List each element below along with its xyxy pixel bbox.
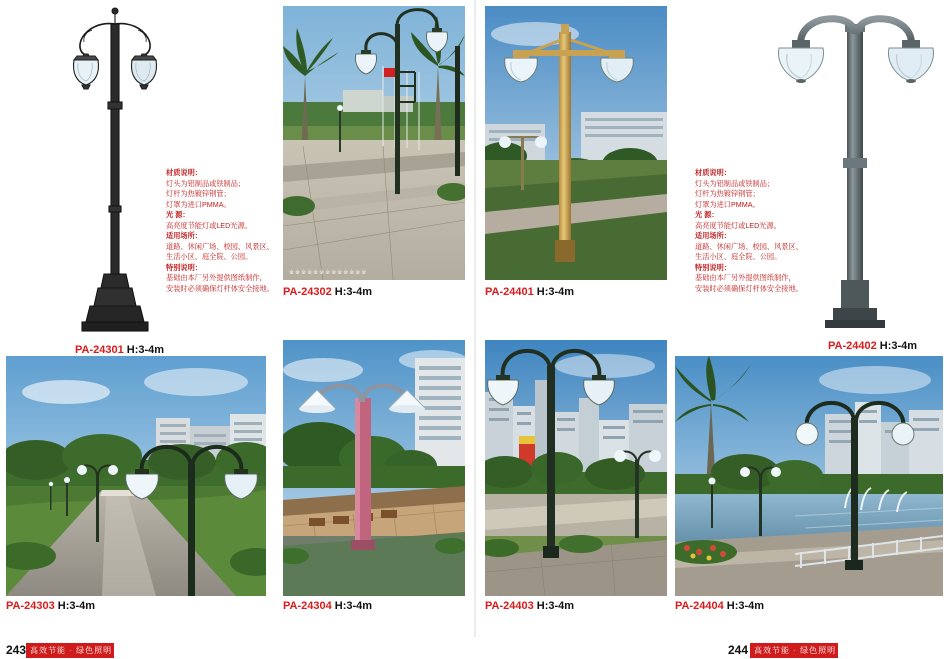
product-code: PA-24403 [485,600,534,612]
product-height: H:3-4m [334,600,373,612]
product-drawing-pa-24402 [775,8,935,338]
caption-pa-24404 [675,600,764,612]
spec-line: 特别说明： [695,262,731,272]
product-height: H:3-4m [57,600,96,612]
spec-line: 安装时必须确保灯杆体安全接地。 [695,283,803,293]
product-code: PA-24303 [6,600,55,612]
product-code: PA-24404 [675,600,724,612]
spec-line: 基础由本厂另外提供图纸制作， [166,273,267,282]
product-height: H:3-4m [879,340,918,352]
caption-pa-24403 [485,600,574,612]
product-height: H:3-4m [536,286,575,298]
spec-line: 道路、休闲广场、校园、风景区、 [695,241,803,251]
photo-watermark: ※※※※※※※※※※※※※ [289,270,368,276]
product-photo-pa-24401 [485,6,667,280]
spec-line: 高亮度节能灯或LED光源。 [166,220,252,230]
caption-pa-24301 [75,344,164,356]
product-photo-pa-24302 [283,6,465,280]
product-height: H:3-4m [536,600,575,612]
caption-pa-24304 [283,600,372,612]
spec-line: 材质说明： [695,168,731,177]
product-photo-pa-24403 [485,340,667,596]
product-code: PA-24302 [283,286,332,298]
spec-line: 灯罩为进口PMMA。 [166,199,231,209]
spec-line: 安装时必须确保灯杆体安全接地。 [166,283,274,293]
product-height: H:3-4m [126,344,165,356]
page-gutter [474,0,476,638]
caption-pa-24303 [6,600,95,612]
product-height: H:3-4m [726,600,765,612]
product-code: PA-24401 [485,286,534,298]
spec-line: 灯杆为热镀锌钢管； [166,189,231,198]
footer-band-right: 高效节能 · 绿色照明 [750,643,838,658]
spec-line: 光 源： [695,210,719,219]
spec-line: 特别说明： [166,262,202,272]
caption-pa-24401 [485,286,574,298]
product-code: PA-24304 [283,600,332,612]
spec-line: 灯杆为热镀锌钢管； [695,189,760,198]
spec-line: 高亮度节能灯或LED光源。 [695,220,781,230]
spec-line: 灯头为铝制品或铁制品； [695,178,775,188]
caption-pa-24402 [828,340,917,352]
page-footer [0,637,950,659]
spec-line: 灯头为铝制品或铁制品； [166,178,246,188]
caption-pa-24302 [283,286,372,298]
spec-line: 适用场所： [166,231,202,240]
spec-line: 光 源： [166,210,190,219]
product-photo-pa-24304 [283,340,465,596]
spec-line: 适用场所： [695,231,731,240]
product-photo-pa-24404 [675,356,943,596]
spec-line: 材质说明： [166,168,202,177]
product-code: PA-24402 [828,340,877,352]
folio-left: 243 [6,643,27,657]
footer-band-left: 高效节能 · 绿色照明 [26,643,114,658]
product-photo-pa-24303 [6,356,266,596]
spec-line: 基础由本厂另外提供图纸制作， [695,273,796,282]
folio-right: 244 [728,643,749,657]
spec-line: 生活小区、庭全院、公园。 [166,252,253,261]
product-height: H:3-4m [334,286,373,298]
product-code: PA-24301 [75,344,124,356]
spec-line: 生活小区、庭全院、公园。 [695,252,782,261]
spec-line: 道路、休闲广场、校园、风景区、 [166,241,274,251]
spec-line: 灯罩为进口PMMA。 [695,199,760,209]
